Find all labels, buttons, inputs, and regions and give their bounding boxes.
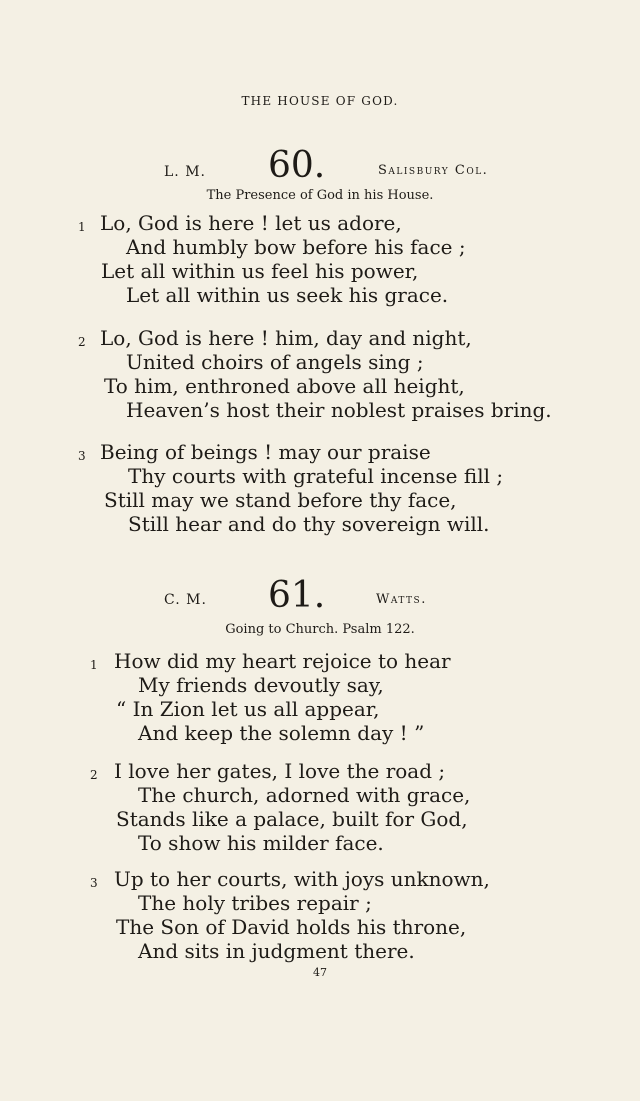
hymn-subtitle: The Presence of God in his House. [206, 188, 434, 203]
stanza-number: 2 [78, 335, 86, 349]
verse-line: I love her gates, I love the road ; [114, 759, 446, 783]
hymn-author: Salisbury Col. [378, 163, 489, 178]
hymn-meter: C. M. [164, 592, 207, 608]
verse-line: Let all within us seek his grace. [126, 283, 449, 307]
verse-line: Being of beings ! may our praise [100, 440, 431, 464]
running-head: THE HOUSE OF GOD. [241, 94, 399, 108]
verse-line: Lo, God is here ! let us adore, [100, 211, 402, 235]
hymn-number: 60. [268, 145, 326, 186]
verse-line: The Son of David holds his throne, [116, 915, 467, 939]
verse-line: The church, adorned with grace, [138, 783, 471, 807]
hymn-author: Watts. [376, 592, 427, 607]
verse-line: My friends devoutly say, [138, 673, 384, 697]
verse-line: Thy courts with grateful incense fill ; [128, 464, 504, 488]
verse-line: The holy tribes repair ; [138, 891, 372, 915]
stanza-number: 1 [90, 658, 98, 672]
verse-line: Stands like a palace, built for God, [116, 807, 468, 831]
verse-line: United choirs of angels sing ; [126, 350, 424, 374]
stanza-number: 2 [90, 768, 98, 782]
verse-line: How did my heart rejoice to hear [114, 649, 451, 673]
stanza-number: 1 [78, 220, 86, 234]
verse-line: Up to her courts, with joys unknown, [114, 867, 490, 891]
verse-line: Lo, God is here ! him, day and night, [100, 326, 472, 350]
verse-line: And keep the solemn day ! ” [138, 721, 425, 745]
verse-line: Still may we stand before thy face, [104, 488, 457, 512]
page-number: 47 [313, 966, 327, 979]
hymn-meter: L. M. [164, 164, 206, 180]
verse-line: And humbly bow before his face ; [126, 235, 466, 259]
verse-line: “ In Zion let us all appear, [116, 697, 380, 721]
verse-line: To him, enthroned above all height, [104, 374, 465, 398]
stanza-number: 3 [78, 449, 86, 463]
verse-line: Heaven’s host their noblest praises bring. [126, 398, 552, 422]
verse-line: To show his milder face. [138, 831, 384, 855]
hymn-subtitle: Going to Church. Psalm 122. [225, 622, 415, 637]
hymn-61-header [0, 575, 640, 628]
stanza-number: 3 [90, 876, 98, 890]
verse-line: Still hear and do thy sovereign will. [128, 512, 490, 536]
verse-line: Let all within us feel his power, [101, 259, 419, 283]
verse-line: And sits in judgment there. [138, 939, 415, 963]
hymn-number: 61. [268, 575, 326, 616]
